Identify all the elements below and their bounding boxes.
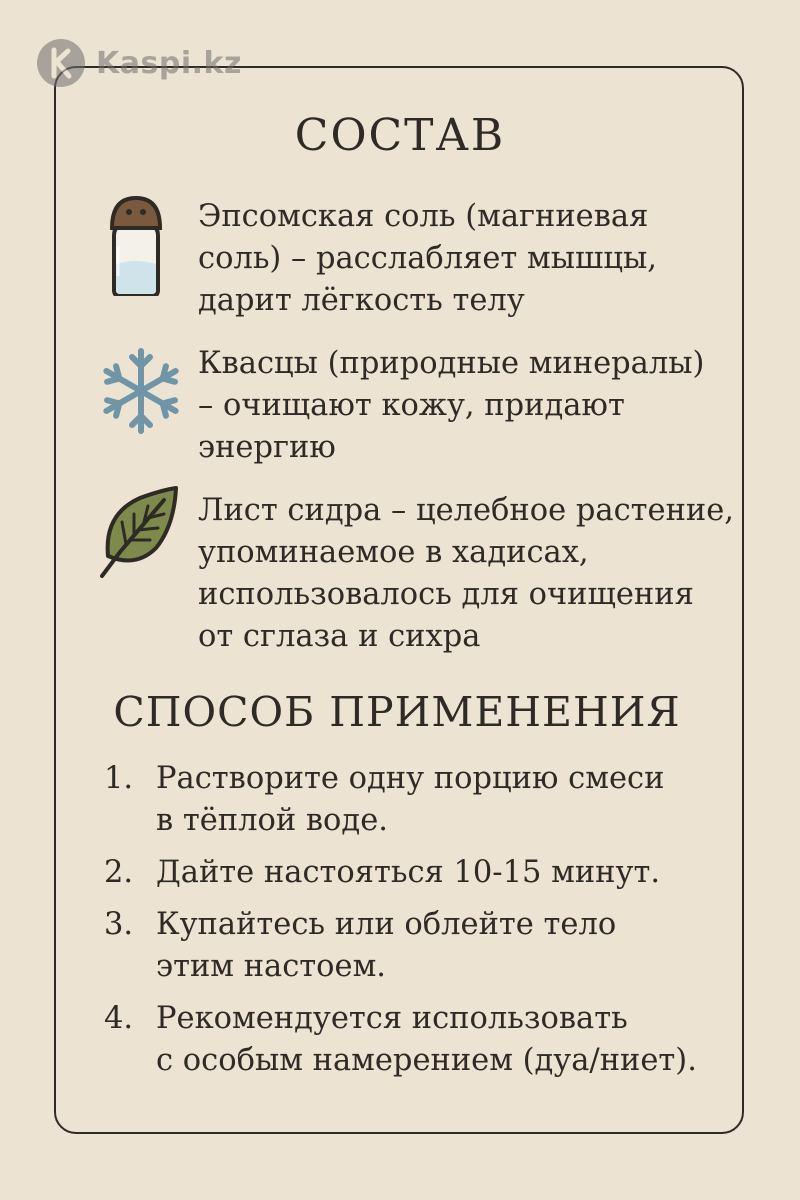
watermark-text: Kaspi.kz — [96, 45, 242, 81]
step-text: Купайтесь или облейте тело этим настоем. — [156, 907, 617, 984]
usage-step — [0, 904, 800, 988]
step-text: Дайте настояться 10-15 минут. — [156, 855, 661, 890]
step-number: 3. — [104, 907, 134, 942]
usage-step — [0, 852, 800, 894]
ingredient-text: Квасцы (природные минералы) – очищают кожу, придают энергию — [198, 346, 705, 465]
snowflake-icon — [100, 343, 182, 443]
kaspi-logo-icon — [36, 38, 86, 88]
salt-shaker-icon — [100, 196, 182, 296]
step-number: 4. — [104, 1001, 134, 1036]
ingredient-text: Эпсомская соль (магниевая соль) – расслабляет мышцы, дарит лёгкость телу — [198, 199, 657, 318]
usage-steps-list — [0, 758, 800, 1092]
leaf-icon — [100, 486, 182, 586]
usage-step — [0, 758, 800, 842]
usage-step — [0, 998, 800, 1082]
ingredient-text: Лист сидра – целебное растение, упоминаемое в хадисах, использовалось для очищения от сглаза и сихра — [198, 493, 734, 654]
step-number: 2. — [104, 855, 134, 890]
step-text: Растворите одну порцию смеси в тёплой воде. — [156, 761, 665, 838]
step-number: 1. — [104, 761, 134, 796]
kaspi-watermark — [36, 38, 242, 88]
step-text: Рекомендуется использовать с особым намерением (дуа/ниет). — [156, 1001, 697, 1078]
usage-title: СПОСОБ ПРИМЕНЕНИЯ — [113, 688, 681, 736]
composition-title: СОСТАВ — [294, 110, 506, 161]
